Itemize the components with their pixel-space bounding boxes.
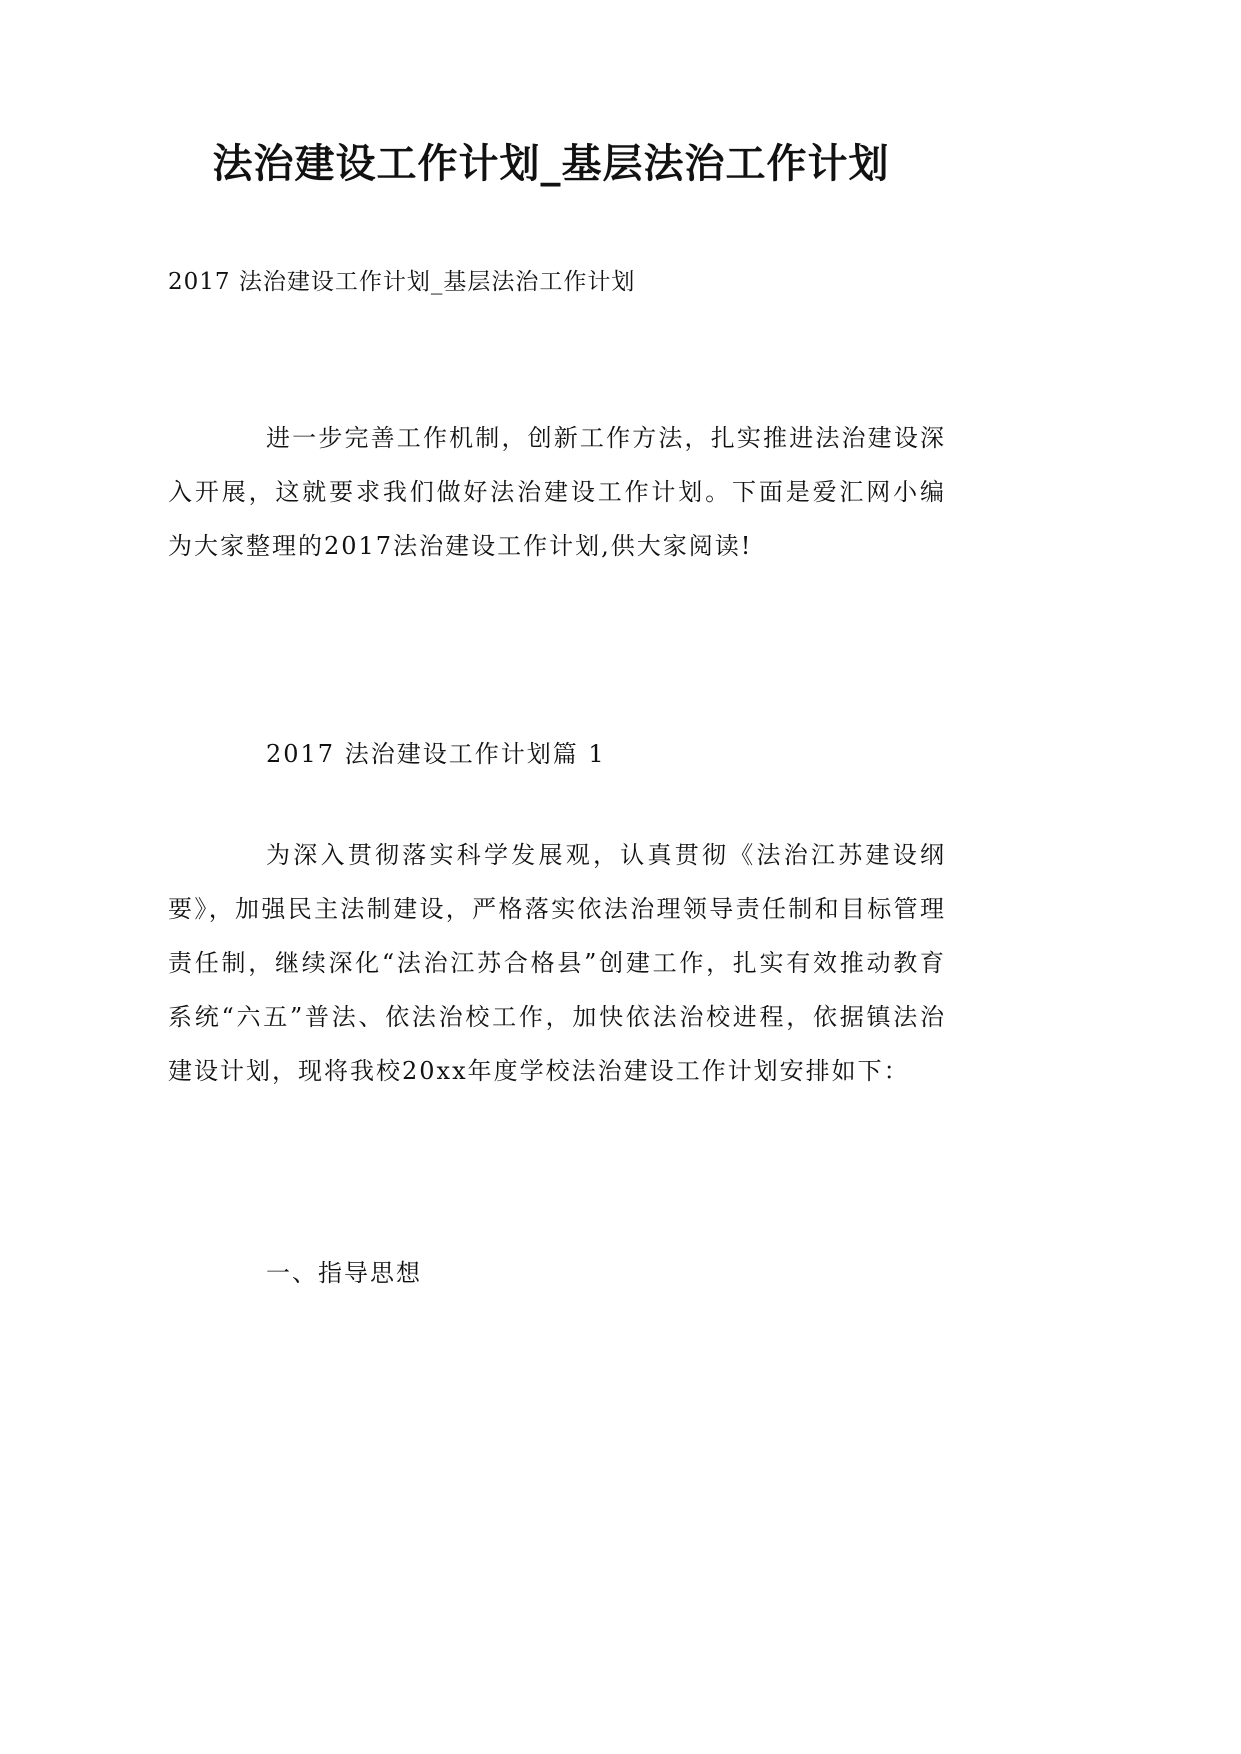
guiding-principles-heading: 一、指导思想 (266, 1259, 422, 1287)
document-title: 法治建设工作计划_基层法治工作计划 (212, 140, 890, 187)
section-heading: 2017 法治建设工作计划篇 1 (266, 740, 606, 768)
document-subtitle: 2017 法治建设工作计划_基层法治工作计划 (168, 269, 636, 295)
intro-paragraph: 进一步完善工作机制，创新工作方法，扎实推进法治建设深入开展，这就要求我们做好法治建设工作计划。下面是爱汇网小编为大家整理的2017法治建设工作计划,供大家阅读! (168, 424, 946, 560)
body-paragraph: 为深入贯彻落实科学发展观，认真贯彻《法治江苏建设纲要》，加强民主法制建设，严格落实依法治理领导责任制和目标管理责任制，继续深化“法治江苏合格县”创建工作，扎实有效推动教育系统“六五”普法、依法治校工作，加快依法治校进程，依据镇法治建设计划，现将我校20xx年度学校法治建设工作计划安排如下： (168, 841, 946, 1085)
